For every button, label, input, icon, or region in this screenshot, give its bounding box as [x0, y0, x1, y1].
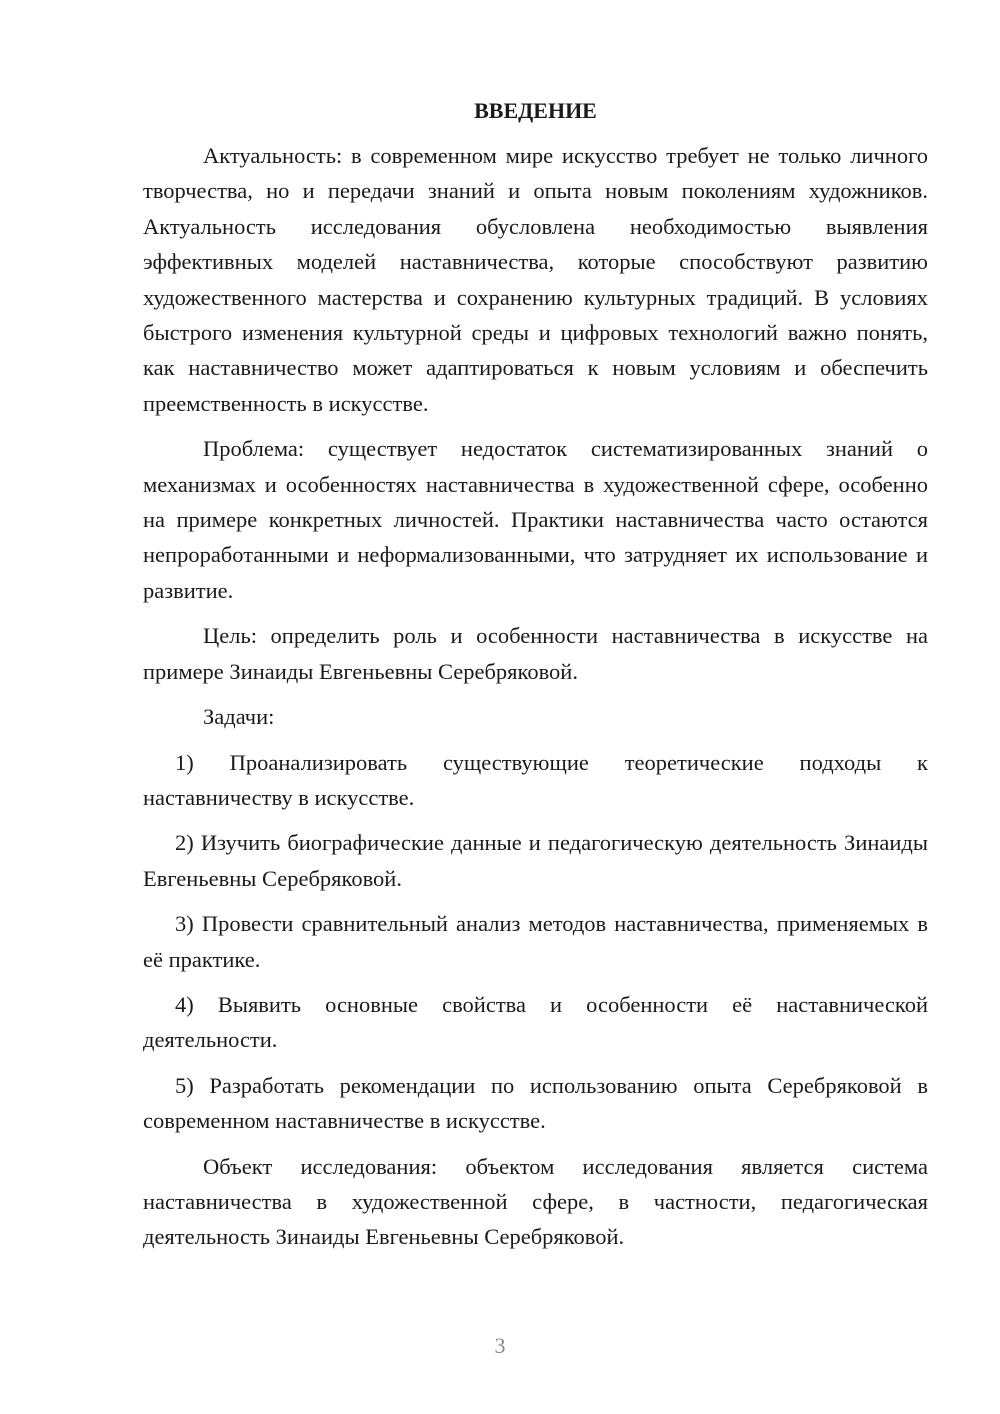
- task-item-4: 4) Выявить основные свойства и особенности её наставнической деятельности.: [143, 991, 928, 1053]
- tasks-label: Задачи:: [203, 704, 275, 730]
- research-object-paragraph: Объект исследования: объектом исследования является система наставничества в художественной сфере, в частности, педагогическая деятельность Зинаиды Евгеньевны Серебряковой.: [143, 1153, 928, 1250]
- task-item-3: 3) Провести сравнительный анализ методов наставничества, применяемых в её практике.: [143, 911, 928, 972]
- task-item-1: 1) Проанализировать существующие теоретические подходы к наставничеству в искусстве.: [143, 749, 928, 810]
- goal-paragraph: Цель: определить роль и особенности наставничества в искусстве на примере Зинаиды Евгеньевны Серебряковой.: [143, 623, 928, 684]
- problem-paragraph: Проблема: существует недостаток систематизированных знаний о механизмах и особенностях наставничества в художественной сфере, особенно на примере конкретных личностей. Практики наставничества часто остаются непроработанными и неформализованными, что затрудняет их использование и развитие.: [143, 436, 928, 603]
- relevance-paragraph: Актуальность: в современном мире искусство требует не только личного творчества, но и передачи знаний и опыта новым поколениям художников. Актуальность исследования обусловлена необходимостью выявления эффективных моделей наставничества, которые способствуют развитию художественного мастерства и сохранению культурных традиций. В условиях быстрого изменения культурной среды и цифровых технологий важно понять, как наставничество может адаптироваться к новым условиям и обеспечить преемственность в искусстве.: [143, 143, 928, 416]
- section-title: ВВЕДЕНИЕ: [474, 98, 597, 123]
- page-number: 3: [494, 1333, 506, 1358]
- page-content: [143, 91, 928, 1265]
- task-item-2: 2) Изучить биографические данные и педагогическую деятельность Зинаиды Евгеньевны Серебряковой.: [143, 830, 928, 891]
- task-item-5: 5) Разработать рекомендации по использованию опыта Серебряковой в современном наставничестве в искусстве.: [143, 1072, 928, 1134]
